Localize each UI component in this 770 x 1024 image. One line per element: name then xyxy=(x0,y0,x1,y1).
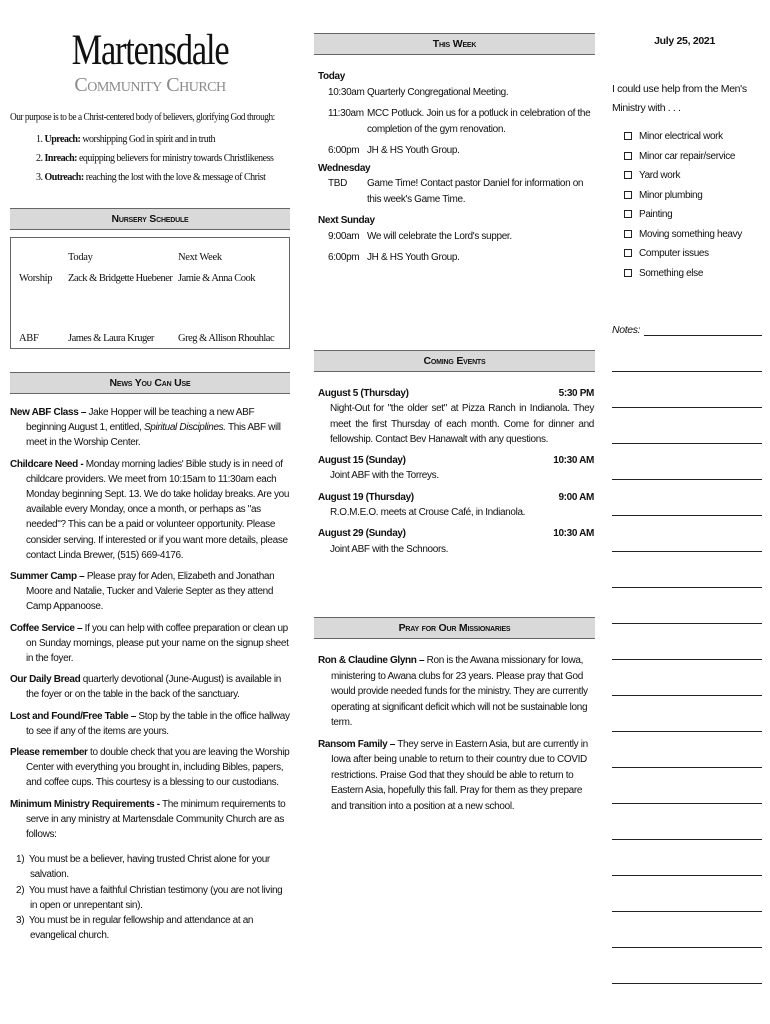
purpose-point: 2. Inreach: equipping believers for ministry towards Christlikeness xyxy=(36,153,274,164)
coming-event: August 29 (Sunday) 10:30 AM Joint ABF with the Schnoors. xyxy=(318,528,594,555)
missionary-item: Ransom Family – They serve in Eastern Asia, but are currently in Iowa after being unable to return to their country due to COVID restrictions. Praise God that they should be able to return to Eastern Asia, hopefully this fall. Pray for them as they prepare and transition into a position at a new school. xyxy=(318,738,588,812)
coming-events-list xyxy=(318,386,594,557)
day-label: Today xyxy=(318,71,345,82)
note-line xyxy=(612,767,762,768)
coming-events-header: Coming Events xyxy=(314,350,595,372)
help-option[interactable]: Computer issues xyxy=(624,244,764,264)
news-item: Our Daily Bread quarterly devotional (June-August) is available in the foyer or on the table in the back of the sanctuary. xyxy=(10,674,281,701)
note-line xyxy=(612,695,762,696)
church-name: Martensdale xyxy=(71,27,229,74)
note-line xyxy=(612,911,762,912)
nursery-col-today: Today xyxy=(68,252,93,263)
purpose-point: 1. Upreach: worshipping God in spirit and in truth xyxy=(36,134,215,145)
nursery-cell: Zack & Bridgette Huebener xyxy=(68,273,173,284)
this-week-header: This Week xyxy=(314,33,595,55)
news-item: Childcare Need - Monday morning ladies' Bible study is in need of childcare providers. We meet from 10:15am to 11:30am each Monday beginning Sept. 13. We do take holiday breaks. Are you available every Monday, once a month, or perhaps as "as needed"? This can be a paid or volunteer opportunity. Please consider serving. If interested or if you want more details, please contact Linda Brewer, (515) 669-4176. xyxy=(10,458,290,561)
nursery-table xyxy=(10,237,290,349)
news-list xyxy=(10,405,290,944)
day-label: Wednesday xyxy=(318,162,371,174)
news-item: Minimum Ministry Requirements - The minimum requirements to serve in any ministry at Martensdale Community Church are as follows: xyxy=(10,798,286,841)
day-label: Next Sunday xyxy=(318,215,375,226)
note-line xyxy=(612,371,762,372)
note-line xyxy=(612,587,762,588)
news-item: New ABF Class – Jake Hopper will be teaching a new ABF beginning August 1, entitled, Spiritual Disciplines. This ABF will meet in the Worship Center. xyxy=(10,407,281,449)
nursery-col-next: Next Week xyxy=(178,252,222,263)
news-item: Coffee Service – If you can help with coffee preparation or clean up on Sunday mornings, please put your name on the signup sheet in the foyer. xyxy=(10,622,289,665)
missionaries-header: Pray for Our Missionaries xyxy=(314,617,595,639)
notes-lines[interactable] xyxy=(612,335,762,995)
event-row: 6:00pm JH & HS Youth Group. xyxy=(328,252,460,263)
note-line xyxy=(612,731,762,732)
news-item: Lost and Found/Free Table – Stop by the table in the office hallway to see if any of the items are yours. xyxy=(10,710,290,737)
event-row: 6:00pm JH & HS Youth Group. xyxy=(328,145,460,156)
event-row: 9:00am We will celebrate the Lord's supper. xyxy=(328,230,512,242)
help-option[interactable]: Painting xyxy=(624,205,764,225)
checkbox-icon[interactable] xyxy=(624,269,632,277)
nursery-cell: Greg & Allison Rhouhlac xyxy=(178,333,275,344)
checkbox-icon[interactable] xyxy=(624,171,632,179)
notes-label: Notes: xyxy=(612,324,641,336)
requirement-item: 2) You must have a faithful Christian testimony (you are not living in open or unrepentant sin). xyxy=(16,884,283,911)
purpose-point: 3. Outreach: reaching the lost with the love & message of Christ xyxy=(36,172,266,183)
news-item: Summer Camp – Please pray for Aden, Elizabeth and Jonathan Moore and Natalie, Tucker and Valerie Septer as they attend Camp Appanoose. xyxy=(10,571,275,613)
event-row: 11:30am MCC Potluck. Join us for a potluck in celebration of the completion of the gym renovation. xyxy=(328,108,591,135)
news-item: Please remember to double check that you are leaving the Worship Center with everything you brought in, including Bibles, papers, and coffee cups. This courtesy is a blessing to our custodians. xyxy=(10,747,290,789)
news-header: News You Can Use xyxy=(10,372,290,394)
checkbox-icon[interactable] xyxy=(624,230,632,238)
nursery-cell: James & Laura Kruger xyxy=(68,333,154,344)
nursery-row-label: ABF xyxy=(19,333,39,344)
note-line xyxy=(612,623,762,624)
missionary-item: Ron & Claudine Glynn – Ron is the Awana missionary for Iowa, ministering to Awana clubs for 23 years. Please pray that God would provide needed funds for the ministry. They are currently operating at significant deficit which will not be sustainable long term. xyxy=(318,655,588,728)
purpose-statement: Our purpose is to be a Christ-centered body of believers, glorifying God through: xyxy=(10,112,275,123)
checkbox-icon[interactable] xyxy=(624,191,632,199)
requirement-item: 3) You must be in regular fellowship and attendance at an evangelical church. xyxy=(16,915,254,942)
help-option[interactable]: Minor plumbing xyxy=(624,186,764,206)
missionaries-list xyxy=(318,653,594,814)
coming-event: August 15 (Sunday) 10:30 AM Joint ABF with the Torreys. xyxy=(318,455,594,482)
note-line xyxy=(612,659,762,660)
help-option[interactable]: Something else xyxy=(624,264,764,284)
checkbox-icon[interactable] xyxy=(624,210,632,218)
nursery-header: Nursery Schedule xyxy=(10,208,290,230)
note-line xyxy=(612,407,762,408)
coming-event: August 5 (Thursday) 5:30 PM Night-Out for "the older set" at Pizza Ranch in Indianola. They meet the first Thursday of each month. Come for dinner and fellowship. Contact Bev Hanawalt with any questions. xyxy=(318,388,594,445)
note-line xyxy=(612,479,762,480)
help-option[interactable]: Moving something heavy xyxy=(624,225,764,245)
note-line xyxy=(612,875,762,876)
help-option[interactable]: Minor car repair/service xyxy=(624,147,764,167)
note-line xyxy=(612,551,762,552)
note-line xyxy=(612,947,762,948)
checkbox-icon[interactable] xyxy=(624,132,632,140)
event-row: 10:30am Quarterly Congregational Meeting. xyxy=(328,86,509,98)
help-options xyxy=(624,127,764,283)
help-option[interactable]: Minor electrical work xyxy=(624,127,764,147)
checkbox-icon[interactable] xyxy=(624,152,632,160)
bulletin-date: July 25, 2021 xyxy=(654,35,715,47)
note-line xyxy=(612,839,762,840)
nursery-row-label: Worship xyxy=(19,273,53,284)
help-intro: I could use help from the Men's Ministry with . . . xyxy=(612,83,747,114)
note-line xyxy=(612,443,762,444)
coming-event: August 19 (Thursday) 9:00 AM R.O.M.E.O. meets at Crouse Café, in Indianola. xyxy=(318,491,594,519)
event-row: TBD Game Time! Contact pastor Daniel for information on this week's Game Time. xyxy=(328,178,584,205)
checkbox-icon[interactable] xyxy=(624,249,632,257)
requirement-item: 1) You must be a believer, having trusted Christ alone for your salvation. xyxy=(16,854,270,881)
help-option[interactable]: Yard work xyxy=(624,166,764,186)
nursery-cell: Jamie & Anna Cook xyxy=(178,273,255,284)
church-subtitle: Community Church xyxy=(74,74,226,96)
note-line xyxy=(612,803,762,804)
note-line xyxy=(612,983,762,984)
note-line xyxy=(612,515,762,516)
this-week-list xyxy=(318,69,595,266)
purpose-points xyxy=(36,130,296,187)
